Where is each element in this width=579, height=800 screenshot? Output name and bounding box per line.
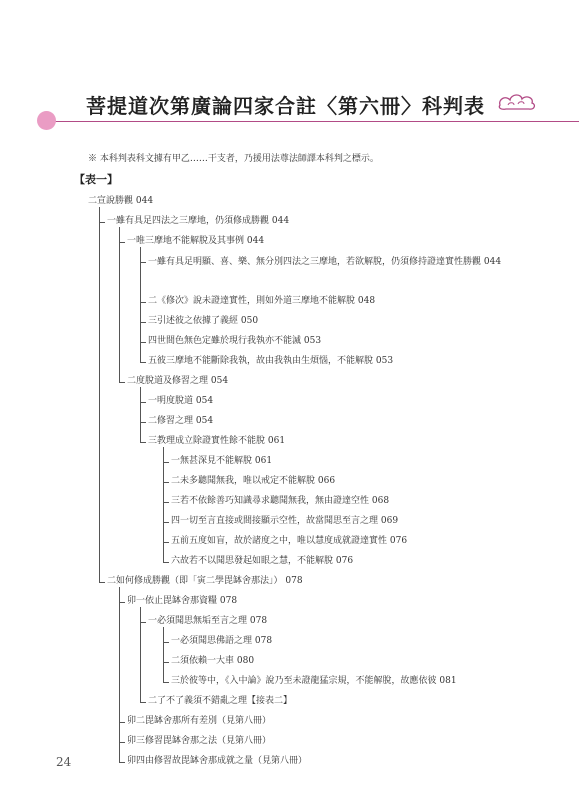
outline-item: 二《修次》說未證達實性，則如外道三摩地不能解脫 048 (148, 296, 376, 306)
outline-item: 卯三修習毘缽舍那之法（見第八冊） (127, 736, 272, 746)
page-number: 24 (56, 755, 72, 769)
tree-connector (140, 262, 141, 303)
tree-connector (119, 742, 120, 763)
outline-item: 一明度脫道 054 (148, 396, 214, 406)
outline-item: 二如何修成勝觀（即「寅二學毘缽舍那法」） 078 (107, 576, 303, 586)
outline-item: 一唯三摩地不能解脫及其事例 044 (127, 236, 265, 246)
outline-item: 五彼三摩地不能斷除我執，故由我執由生煩惱，不能解脫 053 (148, 356, 394, 366)
outline-item: 四一切至言直接或間接顯示空性，故當聞思至言之理 069 (171, 516, 399, 526)
tree-connector (119, 587, 120, 603)
outline-item: 二度脫道及修習之理 054 (127, 376, 229, 386)
tree-connector (163, 462, 164, 483)
outline-item: 二修習之理 054 (148, 416, 214, 426)
tree-connector (163, 627, 164, 643)
tree-connector (163, 642, 164, 663)
tree-connector (140, 402, 141, 423)
outline-item: 三於彼等中，《入中論》說乃至未證龍猛宗規，不能解脫，故應依彼 081 (171, 676, 457, 686)
tree-connector (140, 247, 141, 263)
tree-connector (140, 302, 141, 323)
tree-connector (163, 502, 164, 523)
outline-item: 卯四由修習故毘缽舍那成就之量（見第八冊） (127, 756, 308, 766)
tree-connector (163, 542, 164, 563)
outline-item: 卯一依止毘缽舍那資糧 078 (127, 596, 238, 606)
table-label: 【表一】 (74, 173, 118, 186)
tree-connector (140, 622, 141, 703)
outline-item: 一雖有具足明顯、喜、樂、無分別四法之三摩地，若欲解脫，仍須修持證達實性勝觀 044 (148, 257, 502, 267)
tree-connector (119, 227, 120, 243)
tree-connector (163, 662, 164, 683)
tree-connector (99, 222, 100, 583)
outline-item: 二宣說勝觀 044 (88, 196, 154, 206)
outline-item: 二了不了義須不錯亂之理【接表二】 (148, 696, 293, 706)
outline-item: 二未多聽聞無我，唯以戒定不能解脫 066 (171, 476, 336, 486)
tree-connector (140, 387, 141, 403)
tree-connector (119, 242, 120, 383)
tree-connector (99, 207, 100, 223)
note-text: ※ 本科判表科文據有甲乙……干支者，乃援用法尊法師譯本科判之標示。 (88, 154, 379, 164)
tree-connector (140, 607, 141, 623)
outline-item: 一雖有具足四法之三摩地，仍須修成勝觀 044 (107, 216, 290, 226)
page-title: 菩提道次第廣論四家合註〈第六冊〉科判表 (86, 94, 485, 118)
outline-item: 二須依賴一大車 080 (171, 656, 255, 666)
outline-item: 卯二毘缽舍那所有差別（見第八冊） (127, 716, 272, 726)
tree-connector (140, 422, 141, 443)
outline-item: 三若不依餘善巧知識尋求聽聞無我，無由證達空性 068 (171, 496, 390, 506)
outline-item: 三引述彼之依據了義經 050 (148, 316, 259, 326)
outline-item: 五前五度如盲，故於諸度之中，唯以慧度成就證達實性 076 (171, 536, 408, 546)
tree-connector (163, 522, 164, 543)
outline-item: 三教理成立除證實性餘不能脫 061 (148, 436, 286, 446)
tree-connector (163, 447, 164, 463)
tree-connector (163, 482, 164, 503)
tree-connector (119, 722, 120, 743)
outline-item: 六故若不以聞思發起如眼之慧，不能解脫 076 (171, 556, 354, 566)
tree-connector (140, 322, 141, 343)
outline-item: 四世間色無色定雖於現行我執亦不能滅 053 (148, 336, 322, 346)
outline-item: 一必須聞思無垢至言之理 078 (148, 616, 268, 626)
outline-item: 一必須聞思佛語之理 078 (171, 636, 273, 646)
outline-item: 一無甚深見不能解脫 061 (171, 456, 273, 466)
tree-connector (140, 342, 141, 363)
tree-connector (119, 602, 120, 723)
